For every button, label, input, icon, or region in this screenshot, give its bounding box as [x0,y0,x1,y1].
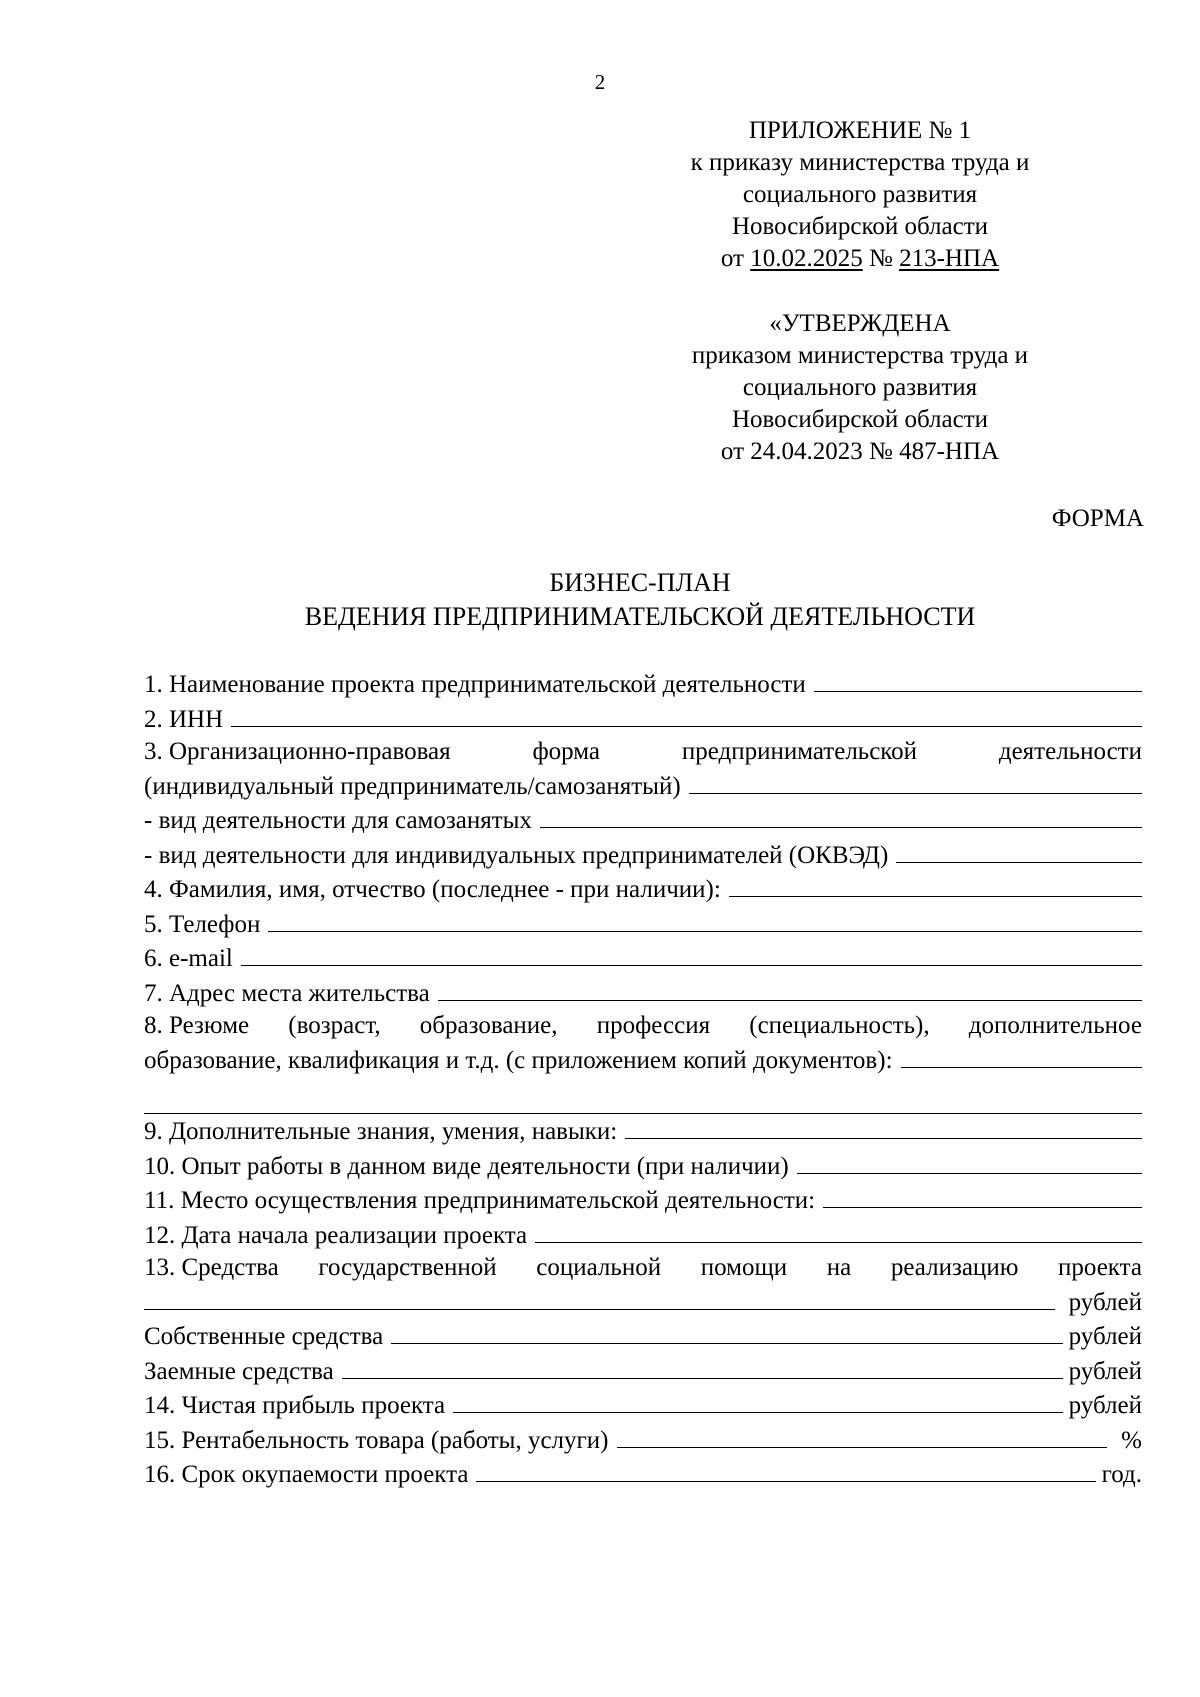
field-inn [144,702,1142,737]
field-loan-funds [144,1354,1142,1389]
field-resume [144,1010,1142,1043]
field-email [144,941,1142,976]
field-label-word: деятельности [998,738,1142,765]
page-number: 2 [594,70,606,94]
field-label: 4. Фамилия, имя, отчество (последнее - при наличии): [144,876,721,903]
title-line: ВЕДЕНИЯ ПРЕДПРИНИМАТЕЛЬСКОЙ ДЕЯТЕЛЬНОСТИ [304,602,976,631]
appendix-block [640,115,1080,275]
field-label-word: (специальность), [749,1012,930,1039]
field-label-word: профессия [596,1012,711,1039]
field-label-word: форма [532,738,601,765]
field-payback [144,1457,1142,1492]
location-blank[interactable] [823,1183,1142,1208]
field-label-word: образование, [419,1012,558,1039]
field-label: - вид деятельности для самозанятых [144,807,532,834]
field-label-word: (возраст, [288,1012,381,1039]
field-label: Заемные средства [144,1357,334,1385]
field-label: 14. Чистая прибыль проекта [144,1392,446,1419]
field-self-employed-activity [144,803,1142,838]
field-experience [144,1149,1142,1184]
approved-line: от 24.04.2023 № 487-НПА [720,438,1000,465]
field-label: 10. Опыт работы в данном виде деятельности (при наличии) [144,1152,789,1180]
currency-label: рублей [1068,1357,1142,1385]
appendix-number-sign: № [869,245,893,272]
field-state-aid-amount [144,1285,1142,1320]
field-label: 15. Рентабельность товара (работы, услуги) [144,1426,609,1454]
field-label: 2. ИНН [144,705,224,733]
appendix-line: Новосибирской области [731,213,989,240]
field-label-word: проекта [1058,1254,1142,1281]
field-label: (индивидуальный предприниматель/самозанятый) [144,772,681,800]
field-label-word: помощи [700,1254,788,1281]
field-label-word: государственной [318,1254,497,1281]
form-label: ФОРМА [1051,505,1144,532]
field-profitability [144,1423,1142,1458]
full-name-blank[interactable] [729,872,1142,897]
field-label: 6. e-mail [144,945,233,972]
approved-block [640,308,1080,468]
percent-label: % [1121,1426,1142,1454]
field-legal-form [144,736,1142,769]
field-label-word: реализацию [890,1254,1019,1281]
approved-title: «УТВЕРЖДЕНА [769,310,951,337]
field-start-date [144,1218,1142,1253]
currency-label: рублей [1068,1288,1142,1316]
appendix-date-line [640,243,1080,275]
appendix-date: 10.02.2025 [750,245,863,272]
field-label-word: 13. Средства [144,1254,279,1281]
field-label: 5. Телефон [144,910,261,938]
field-label-word: социальной [536,1254,662,1281]
phone-blank[interactable] [268,907,1142,932]
appendix-number: 213-НПА [899,245,1000,272]
own-funds-blank[interactable] [391,1319,1062,1344]
net-profit-blank[interactable] [453,1388,1062,1413]
field-label: Собственные средства [144,1323,384,1350]
legal-form-blank[interactable] [689,769,1142,794]
field-label: - вид деятельности для индивидуальных предпринимателей (ОКВЭД) [144,841,889,869]
field-state-aid [144,1252,1142,1285]
field-label-word: на [826,1254,852,1281]
document-title [140,566,1140,634]
field-label: 12. Дата начала реализации проекта [144,1221,528,1249]
field-label-word: дополнительное [968,1012,1142,1039]
title-line: БИЗНЕС-ПЛАН [549,568,731,597]
address-blank[interactable] [438,976,1142,1001]
start-date-blank[interactable] [535,1218,1142,1243]
field-label: образование, квалификация и т.д. (с приложением копий документов): [144,1046,893,1074]
resume-blank[interactable] [901,1043,1142,1068]
field-net-profit [144,1388,1142,1423]
inn-blank[interactable] [231,702,1142,727]
field-label: 11. Место осуществления предпринимательской деятельности: [144,1187,816,1214]
form-fields [144,667,1142,1492]
field-own-funds [144,1319,1142,1354]
field-address [144,976,1142,1011]
appendix-line: к приказу министерства труда и [690,149,1030,176]
currency-label: рублей [1068,1392,1142,1419]
field-label-word: предпринимательской [681,738,918,765]
field-full-name [144,872,1142,907]
appendix-line: социального развития [742,181,978,208]
field-phone [144,907,1142,942]
approved-line: Новосибирской области [731,406,989,433]
field-skills [144,1114,1142,1149]
okved-blank[interactable] [896,838,1142,863]
field-label: 7. Адрес места жительства [144,979,430,1007]
appendix-date-prefix: от [720,245,744,272]
approved-line: социального развития [742,374,978,401]
self-employed-activity-blank[interactable] [540,803,1142,828]
email-blank[interactable] [241,941,1142,966]
field-label: 16. Срок окупаемости проекта [144,1461,469,1488]
field-resume-cont [144,1043,1142,1078]
field-location [144,1183,1142,1218]
field-project-name [144,667,1142,702]
payback-blank[interactable] [476,1457,1095,1482]
field-label: 9. Дополнительные знания, умения, навыки: [144,1118,618,1145]
experience-blank[interactable] [797,1149,1142,1174]
field-label-word: 8. Резюме [144,1012,250,1039]
approved-line: приказом министерства труда и [691,342,1029,369]
years-label: год. [1101,1461,1142,1488]
field-label: 1. Наименование проекта предпринимательской деятельности [144,671,806,698]
field-label-word: 3. Организационно-правовая [144,738,451,765]
profitability-blank[interactable] [617,1423,1108,1448]
appendix-title: ПРИЛОЖЕНИЕ № 1 [748,117,972,144]
state-aid-blank[interactable] [144,1285,1055,1310]
skills-blank[interactable] [625,1114,1142,1139]
loan-funds-blank[interactable] [342,1354,1063,1379]
field-legal-form-cont [144,769,1142,804]
field-okved [144,838,1142,873]
resume-extra-blank[interactable] [144,1077,1142,1114]
project-name-blank[interactable] [814,667,1142,692]
currency-label: рублей [1068,1323,1142,1350]
field-resume-extra [144,1077,1142,1114]
